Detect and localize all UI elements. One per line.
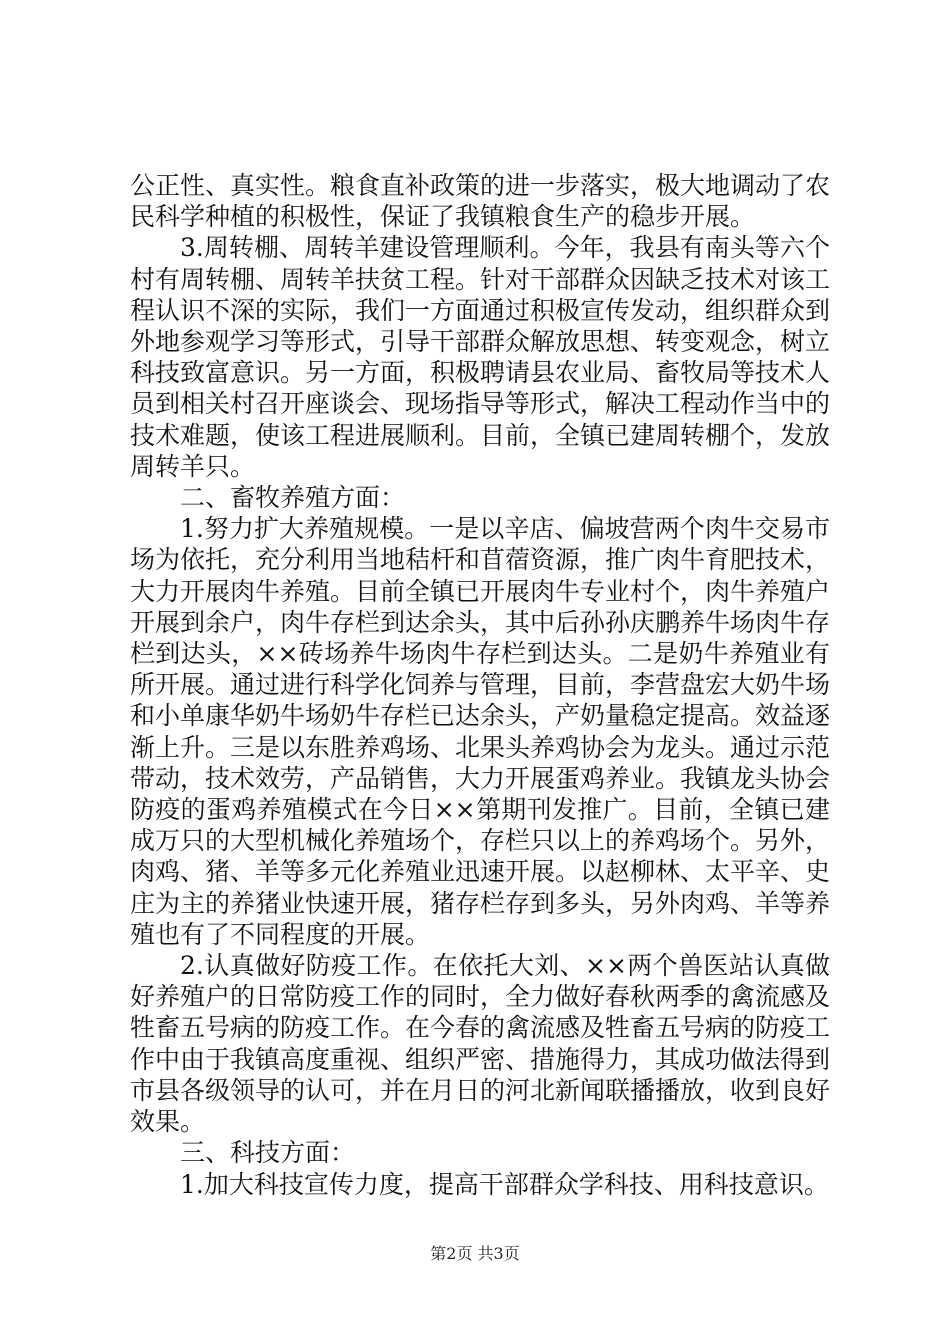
document-body xyxy=(130,170,830,1200)
section-heading-technology: 三、科技方面： xyxy=(180,1138,356,1168)
section-heading-livestock: 二、畜牧养殖方面： xyxy=(180,483,406,513)
paragraph-tech-publicity: 1.加大科技宣传力度，提高干部群众学科技、用科技意识。 xyxy=(180,1169,829,1199)
paragraph-grain-subsidy-continuation: 公正性、真实性。粮食直补政策的进一步落实，极大地调动了农民科学种植的积极性，保证了我镇粮食生产的稳步开展。 xyxy=(130,171,831,232)
paragraph-turnover-shed: 3.周转棚、周转羊建设管理顺利。今年，我县有南头等六个村有周转棚、周转羊扶贫工程。针对干部群众因缺乏技术对该工程认识不深的实际，我们一方面通过积极宣传发动，组织群众到外地参观学习等形式，引导干部群众解放思想、转变观念，树立科技致富意识。另一方面，积极聘请县农业局、畜牧局等技术人员到相关村召开座谈会、现场指导等形式，解决工程动作当中的技术难题，使该工程进展顺利。目前，全镇已建周转棚个，发放周转羊只。 xyxy=(130,233,831,481)
paragraph-expand-breeding: 1.努力扩大养殖规模。一是以辛店、偏坡营两个肉牛交易市场为依托，充分利用当地秸杆和苜蓿资源，推广肉牛育肥技术，大力开展肉牛养殖。目前全镇已开展肉牛专业村个，肉牛养殖户开展到余户，肉牛存栏到达余头，其中后孙孙庆鹏养牛场肉牛存栏到达头，××砖场养牛场肉牛存栏到达头。二是奶牛养殖业有所开展。通过进行科学化饲养与管理，目前，李营盘宏大奶牛场和小单康华奶牛场奶牛存栏已达余头，产奶量稳定提高。效益逐渐上升。三是以东胜养鸡场、北果头养鸡协会为龙头。通过示范带动，技术效劳，产品销售，大力开展蛋鸡养业。我镇龙头协会防疫的蛋鸡养殖模式在今日××第期刊发推广。目前，全镇已建成万只的大型机械化养殖场个，存栏只以上的养鸡场个。另外，肉鸡、猪、羊等多元化养殖业迅速开展。以赵柳林、太平辛、史庄为主的养猪业快速开展，猪存栏存到多头，另外肉鸡、羊等养殖也有了不同程度的开展。 xyxy=(130,514,831,949)
paragraph-epidemic-prevention: 2.认真做好防疫工作。在依托大刘、××两个兽医站认真做好养殖户的日常防疫工作的同时，全力做好春秋两季的禽流感及牲畜五号病的防疫工作。在今春的禽流感及牲畜五号病的防疫工作中由于我镇高度重视、组织严密、措施得力，其成功做法得到市县各级领导的认可，并在月日的河北新闻联播播放，收到良好效果。 xyxy=(130,951,831,1137)
page-number-footer: 第2页 共3页 xyxy=(430,1244,520,1263)
